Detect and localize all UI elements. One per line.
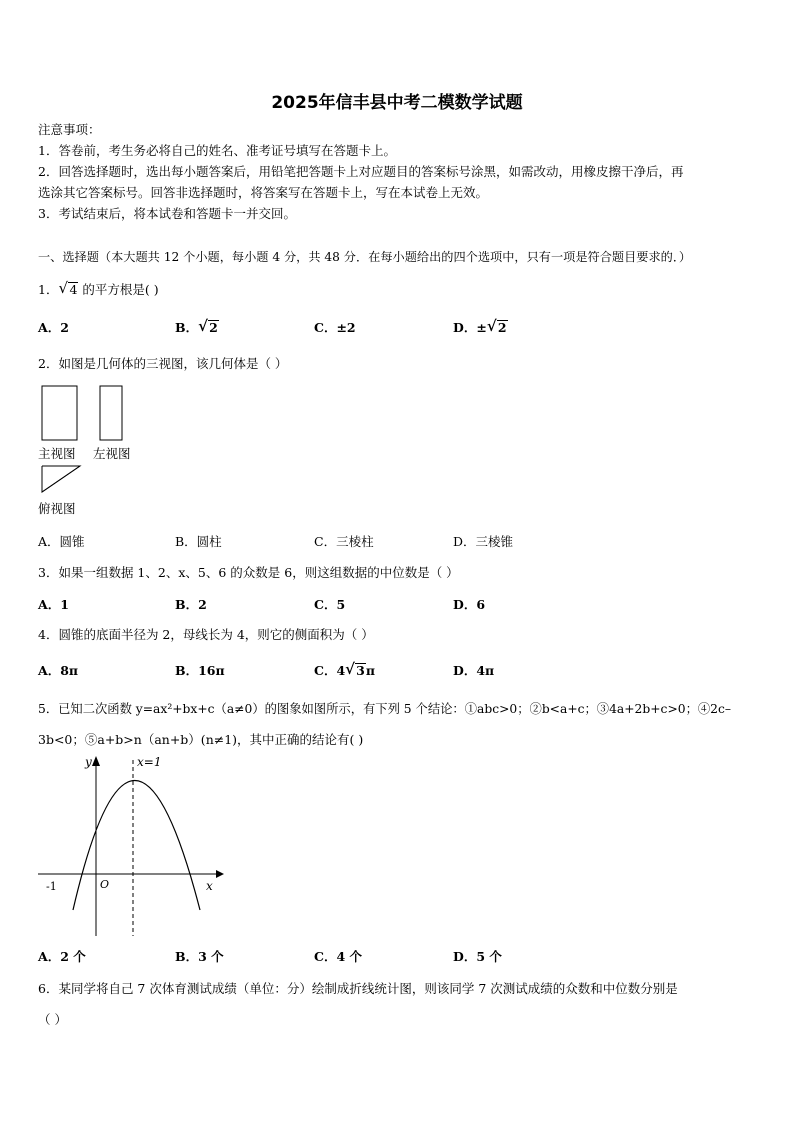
q2-option-c: C．三棱柱: [314, 534, 374, 549]
q5-option-a: A．2 个: [38, 949, 86, 964]
q1-option-b: [175, 318, 219, 336]
q4-c-radicand: 3: [356, 663, 365, 678]
x-axis-label: x: [206, 879, 213, 893]
note-2a: 2．回答选择题时，选出每小题答案后，用铅笔把答题卡上对应题目的答案标号涂黑，如需改动，用橡皮擦干净后，再: [38, 164, 684, 179]
q2-option-b: B．圆柱: [175, 534, 222, 549]
top-view-label: 俯视图: [38, 501, 76, 516]
q4-c-label: C．4: [314, 663, 346, 678]
q3-option-b: B．2: [175, 597, 207, 612]
q1-b-radicand: 2: [209, 320, 218, 335]
y-axis-arrow-icon: [92, 756, 100, 766]
q4-option-d: D．4π: [453, 663, 495, 678]
front-view-label: 主视图: [38, 446, 76, 461]
parabola-graph: [34, 752, 224, 937]
q3-option-c: C．5: [314, 597, 346, 612]
q1-suffix: 的平方根是( ): [82, 282, 159, 297]
q1-option-a: A．2: [38, 320, 69, 335]
q1-b-label: B．: [175, 320, 199, 335]
q4-option-b: B．16π: [175, 663, 225, 678]
note-3: 3．考试结束后，将本试卷和答题卡一并交回。: [38, 206, 296, 221]
left-view-rect: [100, 386, 122, 440]
q5-option-b: B．3 个: [175, 949, 224, 964]
note-1: 1．答卷前，考生务必将自己的姓名、准考证号填写在答题卡上。: [38, 143, 396, 158]
notes-heading: 注意事项：: [38, 122, 101, 137]
question-6-line1: 6．某同学将自己 7 次体育测试成绩（单位：分）绘制成折线统计图，则该同学 7 次测试成绩的众数和中位数分别是: [38, 981, 678, 996]
y-axis-label: y: [85, 755, 92, 769]
question-3: 3．如果一组数据 1、2、x、5、6 的众数是 6，则这组数据的中位数是（ ）: [38, 565, 459, 580]
q1-radicand: 4: [69, 282, 78, 297]
front-view-rect: [42, 386, 77, 440]
q1-option-c: C．±2: [314, 320, 356, 335]
origin-label: O: [100, 878, 110, 891]
q3-option-a: A．1: [38, 597, 69, 612]
q1-prefix: 1．: [38, 282, 59, 297]
q4-option-c: [314, 661, 375, 679]
q3-option-d: D．6: [453, 597, 486, 612]
q5-option-d: D．5 个: [453, 949, 502, 964]
sqrt-icon: [488, 320, 508, 335]
question-2: 2．如图是几何体的三视图，该几何体是（ ）: [38, 356, 288, 371]
q1-option-d: [453, 318, 508, 336]
q5-option-c: C．4 个: [314, 949, 362, 964]
q1-d-radicand: 2: [497, 320, 507, 335]
sqrt-icon: [59, 282, 78, 297]
question-1: [38, 280, 159, 298]
note-2b: 选涂其它答案标号。回答非选择题时，将答案写在答题卡上，写在本试卷上无效。: [38, 185, 489, 200]
q4-option-a: A．8π: [38, 663, 79, 678]
q2-option-d: D．三棱锥: [453, 534, 514, 549]
question-5-line2: 3b<0；⑤a+b>n（an+b）(n≠1)，其中正确的结论有( ): [38, 732, 364, 747]
question-6-line2: （ ）: [38, 1012, 67, 1027]
sqrt-icon: [199, 320, 219, 335]
sqrt-icon: [346, 663, 366, 678]
left-view-label: 左视图: [93, 446, 131, 461]
section-heading: 一、选择题（本大题共 12 个小题，每小题 4 分，共 48 分．在每小题给出的四个选项中，只有一项是符合题目要求的．）: [38, 250, 692, 264]
q1-d-label: D．±: [453, 320, 487, 335]
x-axis-arrow-icon: [216, 870, 224, 878]
exam-title: 2025年信丰县中考二模数学试题: [271, 93, 523, 113]
symmetry-label: x=1: [137, 755, 162, 769]
q2-option-a: A．圆锥: [38, 534, 85, 549]
question-4: 4．圆锥的底面半径为 2，母线长为 4，则它的侧面积为（ ）: [38, 627, 374, 642]
q4-c-tail: π: [365, 663, 376, 678]
question-5-line1: 5．已知二次函数 y=ax²+bx+c（a≠0）的图象如图所示，有下列 5 个结论：①abc>0；②b<a+c；③4a+2b+c>0；④2c–: [38, 702, 732, 716]
parabola-curve: [73, 781, 200, 911]
neg-one-label: -1: [46, 880, 57, 893]
top-view-triangle: [42, 466, 80, 492]
